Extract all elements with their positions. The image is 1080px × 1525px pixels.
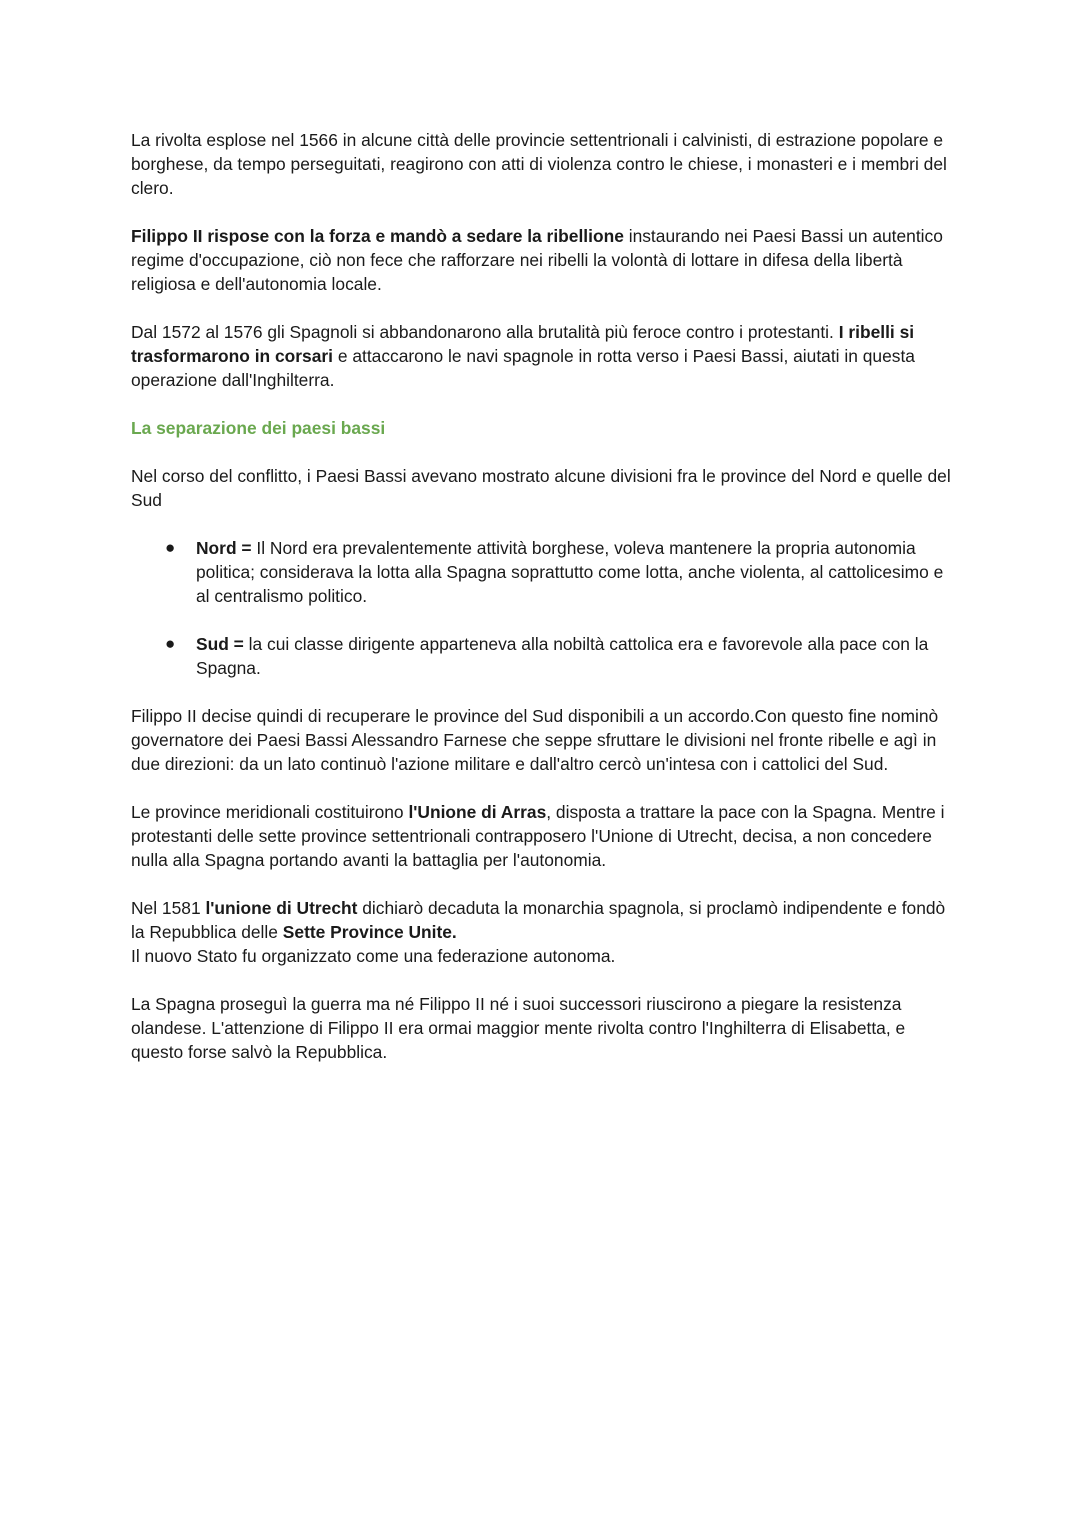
document-page (131, 128, 961, 1088)
paragraph-spanish-brutality (131, 320, 961, 392)
paragraph-farnese: Filippo II decise quindi di recuperare le province del Sud disponibili a un accordo.Con questo fine nominò governatore dei Paesi Bassi Alessandro Farnese che seppe sfruttare le divisioni nel fronte ribelle e agì in due direzioni: da un lato continuò l'azione militare e dall'altro cercò un'intesa con i cattolici del Sud. (131, 706, 939, 774)
bold-text: Nord = (196, 538, 257, 558)
bold-text: Filippo II rispose con la forza e mandò a sedare la ribellione (131, 226, 624, 246)
list-item-nord (131, 536, 961, 608)
list-item-sud (131, 632, 961, 680)
paragraph-text: e attaccarono le navi spagnole in rotta verso i Paesi Bassi, aiutati in questa operazione dall'Inghilterra. (131, 346, 915, 390)
paragraph-text: Dal 1572 al 1576 gli Spagnoli si abbandonarono alla brutalità più feroce contro i protestanti. (131, 322, 839, 342)
paragraph-text: dichiarò decaduta la monarchia spagnola, si proclamò indipendente e fondò la Repubblica delle (131, 898, 946, 942)
paragraph-war-continues: La Spagna proseguì la guerra ma né Filippo II né i suoi successori riuscirono a piegare la resistenza olandese. L'attenzione di Filippo II era ormai maggior mente rivolta contro l'Inghilterra di Elisabetta, e questo forse salvò la Repubblica. (131, 994, 906, 1062)
bold-text: Sette Province Unite. (282, 922, 457, 942)
paragraph-1581-independence (131, 896, 961, 968)
paragraph-arras-utrecht (131, 800, 961, 872)
section-heading: La separazione dei paesi bassi (131, 418, 386, 438)
paragraph-text: instaurando nei Paesi Bassi un autentico regime d'occupazione, ciò non fece che rafforzare nei ribelli la volontà di lottare in difesa della libertà religiosa e dell'autonomia locale. (131, 226, 943, 294)
paragraph-text: Nel 1581 (131, 898, 206, 918)
paragraph-text: Il nuovo Stato fu organizzato come una federazione autonoma. (131, 946, 616, 966)
bold-text: l'Unione di Arras (408, 802, 547, 822)
bold-text: l'unione di Utrecht (205, 898, 358, 918)
list-item-text: la cui classe dirigente apparteneva alla nobiltà cattolica era e favorevole alla pace con la Spagna. (196, 634, 929, 678)
paragraph-text: , disposta a trattare la pace con la Spagna. Mentre i protestanti delle sette province settentrionali contrapposero l'Unione di Utrecht, decisa, a non concedere nulla alla Spagna portando avanti la battaglia per l'autonomia. (131, 802, 945, 870)
list-item-text: Il Nord era prevalentemente attività borghese, voleva mantenere la propria autonomia politica; considerava la lotta alla Spagna soprattutto come lotta, anche violenta, al cattolicesimo e al centralismo politico. (196, 538, 944, 606)
bold-text: I ribelli si trasformarono in corsari (131, 322, 915, 366)
bullet-list (131, 536, 961, 680)
bullet-icon: ● (165, 538, 176, 557)
paragraph-divisions: Nel corso del conflitto, i Paesi Bassi avevano mostrato alcune divisioni fra le province del Nord e quelle del Sud (131, 466, 951, 510)
paragraph-revolt-1566: La rivolta esplose nel 1566 in alcune città delle provincie settentrionali i calvinisti, di estrazione popolare e borghese, da tempo perseguitati, reagirono con atti di violenza contro le chiese, i monasteri e i membri del clero. (131, 130, 947, 198)
bullet-icon: ● (165, 634, 176, 653)
paragraph-filippo-response (131, 224, 961, 296)
paragraph-text: Le province meridionali costituirono (131, 802, 409, 822)
bold-text: Sud = (196, 634, 244, 654)
